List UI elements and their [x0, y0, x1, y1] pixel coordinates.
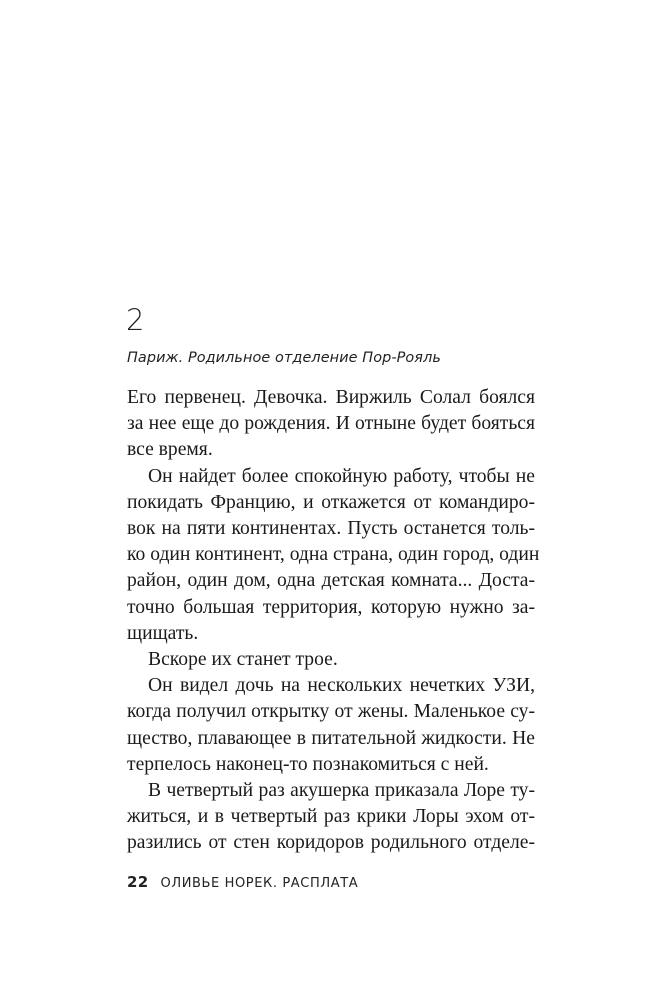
body-text — [127, 385, 540, 857]
text-line: терпелось наконец-то познакомиться с ней. — [127, 753, 489, 775]
text-line: Он найдет более спокойную работу, чтобы не — [148, 465, 535, 487]
running-title: ОЛИВЬЕ НОРЕК. РАСПЛАТА — [160, 876, 359, 891]
running-footer — [127, 873, 358, 891]
text-line: вок на пяти континентах. Пусть останется толь- — [127, 518, 535, 540]
text-line: район, один дом, одна детская комната... Доста- — [127, 570, 535, 592]
paragraph — [127, 385, 535, 464]
paragraph — [127, 673, 535, 778]
chapter-subtitle: Париж. Родильное отделение Пор-Рояль — [127, 350, 441, 366]
text-line: все время. — [127, 439, 213, 461]
text-line: за нее еще до рождения. И отныне будет бояться — [127, 413, 535, 435]
text-line: точно большая территория, которую нужно за- — [127, 596, 535, 618]
text-line: разились от стен коридоров родильного отделе- — [127, 832, 535, 854]
chapter-number: 2 — [126, 303, 145, 337]
paragraph — [127, 778, 535, 857]
text-line: щищать. — [127, 622, 199, 644]
text-line: ко один континент, одна страна, один город, один — [127, 544, 540, 566]
text-line: В четвертый раз акушерка приказала Лоре ту- — [148, 780, 535, 802]
paragraph — [127, 647, 535, 673]
paragraph — [127, 464, 540, 647]
text-line: щество, плавающее в питательной жидкости. Не — [127, 727, 535, 749]
page-number: 22 — [127, 873, 149, 891]
text-line: когда получил открытку от жены. Маленькое су- — [127, 701, 535, 723]
text-line: покидать Францию, и откажется от командиро- — [127, 491, 535, 513]
text-line: Его первенец. Девочка. Виржиль Солал боялся — [127, 387, 535, 408]
text-line: Вскоре их станет трое. — [148, 649, 338, 671]
text-line: житься, и в четвертый раз крики Лоры эхом от- — [127, 806, 535, 828]
text-line: Он видел дочь на нескольких нечетких УЗИ, — [148, 675, 535, 697]
